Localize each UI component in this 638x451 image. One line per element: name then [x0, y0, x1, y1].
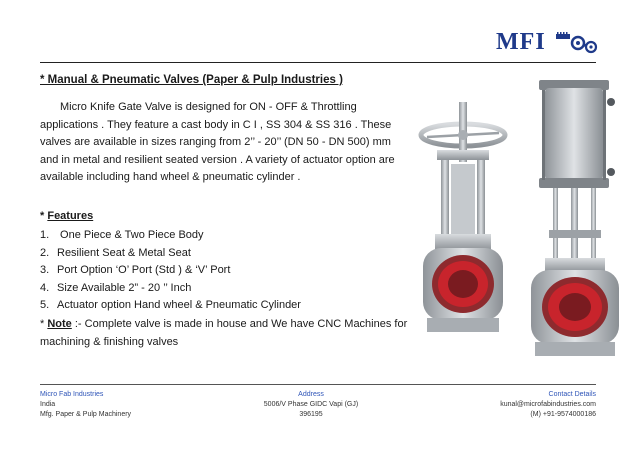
item-text: Actuator option Hand wheel & Pneumatic Cylinder: [57, 299, 301, 311]
bottom-divider: [40, 384, 596, 385]
footer-company: [40, 390, 131, 420]
hand-wheel-valve: [421, 102, 505, 332]
features-title: [40, 210, 93, 222]
note-text: :- Complete valve is made in house and We have CNC Machines for machining & finishing valves: [40, 318, 408, 348]
description-paragraph: Micro Knife Gate Valve is designed for ON - OFF & Throttling applications . They feature a cast body in C I , SS 304 & SS 316 . These valves are available in sizes ranging from 2’’ - 20’’ (DN 50 - DN 500) mm and in metal and resilient seated version . A variety of actuator option are available including hand wheel & pneumatic cylinder .: [40, 101, 395, 183]
footer-address-title: Address: [298, 391, 324, 398]
item-number: 5.: [40, 299, 50, 311]
valves-product-image: [405, 62, 630, 372]
list-item: [40, 280, 301, 298]
page-heading: * Manual & Pneumatic Valves (Paper & Pulp Industries ): [40, 74, 343, 86]
mfi-logo: [496, 29, 600, 59]
list-item: [40, 297, 301, 315]
footer-email: kunal@microfabindustries.com: [500, 401, 596, 408]
item-number: 2.: [40, 246, 50, 259]
note-paragraph: [40, 316, 420, 351]
logo-text: MFI: [496, 29, 546, 55]
features-star: *: [40, 210, 45, 222]
footer-contact-title: Contact Details: [548, 391, 596, 398]
item-text: Port Option ‘O’ Port (Std ) & ‘V’ Port: [57, 264, 231, 276]
list-item: [40, 227, 301, 245]
features-label: Features: [47, 210, 94, 222]
pneumatic-valve: [531, 80, 619, 356]
list-item: [40, 245, 301, 263]
footer-address: [246, 390, 376, 420]
footer-company-line2: Mfg. Paper & Pulp Machinery: [40, 411, 132, 418]
item-number: 4.: [40, 281, 50, 294]
item-number: 3.: [40, 264, 50, 276]
footer-contact: [446, 390, 596, 420]
gear-icon: [554, 31, 600, 57]
footer-phone: (M) +91-9574000186: [530, 411, 596, 418]
list-item: [40, 262, 301, 280]
footer-company-line1: India: [40, 401, 56, 408]
item-text: Size Available 2” - 20 ’’ Inch: [57, 281, 192, 294]
item-text: Resilient Seat & Metal Seat: [57, 246, 191, 259]
footer-company-title: Micro Fab Industries: [40, 391, 104, 398]
footer-address-line2: 396195: [299, 411, 323, 418]
footer-address-line1: 5006/V Phase GIDC Vapi (GJ): [263, 401, 359, 408]
item-number: 1.: [40, 229, 50, 241]
features-list: [40, 227, 301, 315]
note-star: *: [40, 318, 45, 330]
note-label: Note: [47, 318, 72, 330]
item-text: One Piece & Two Piece Body: [57, 229, 204, 241]
